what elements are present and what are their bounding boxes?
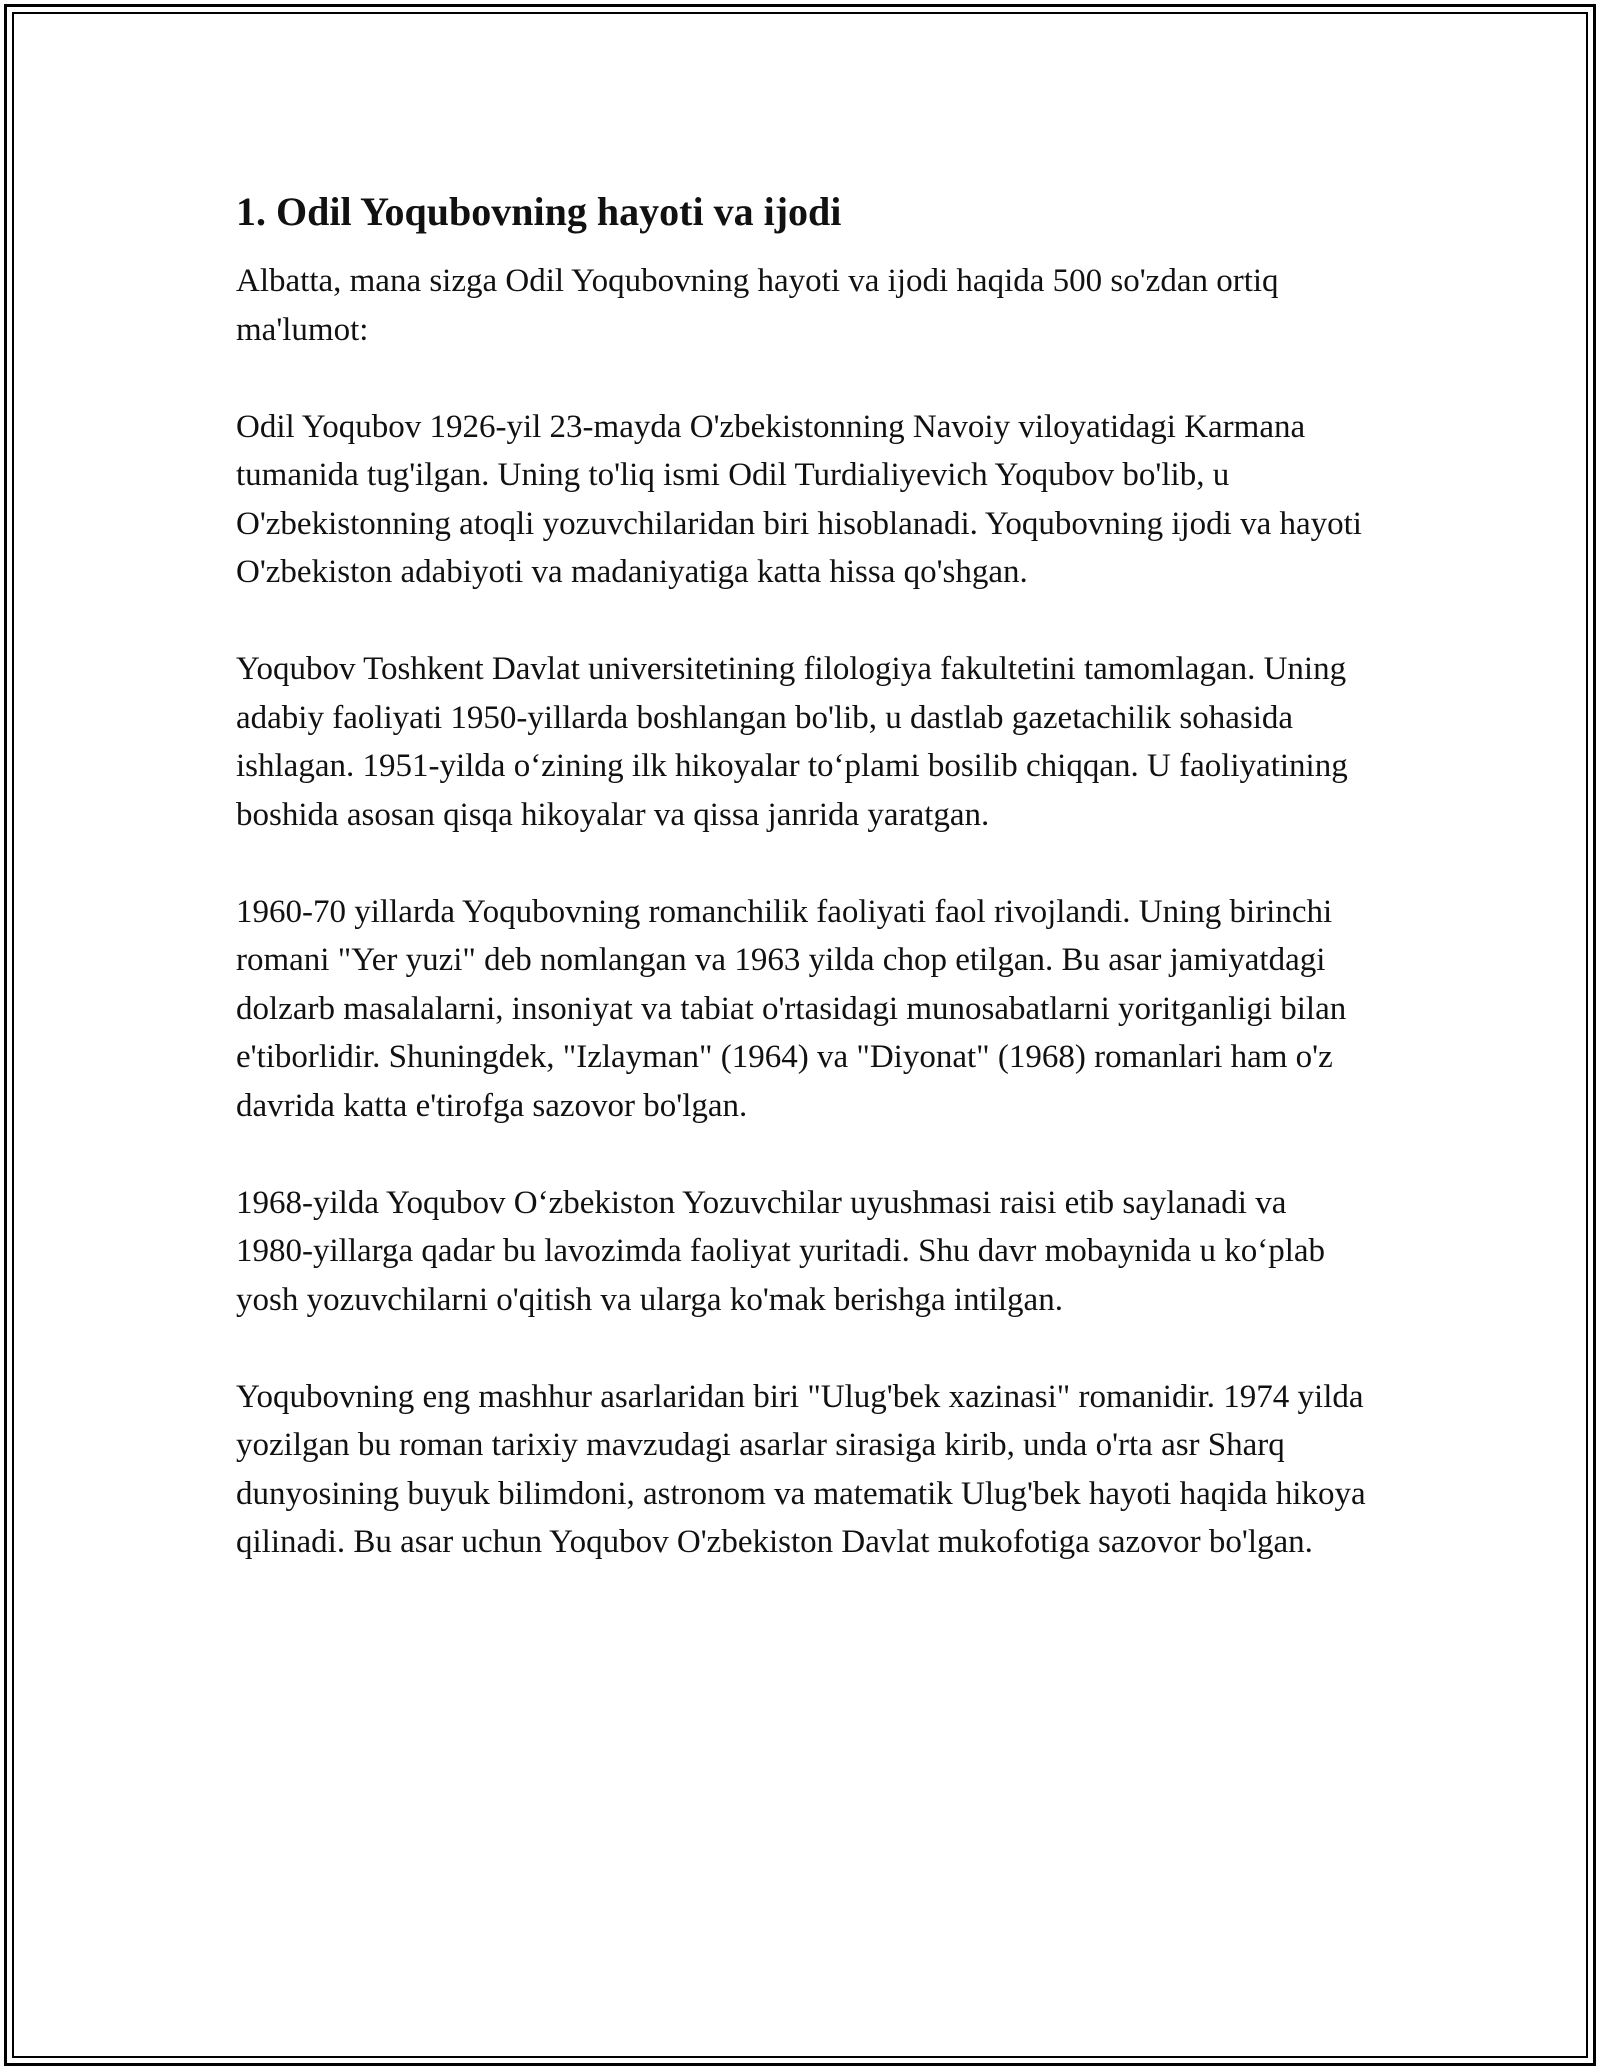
union-paragraph: 1968-yilda Yoqubov O‘zbekiston Yozuvchilar uyushmasi raisi etib saylanadi va 1980-yillarga qadar bu lavozimda faoliyat yuritadi. Shu davr mobaynida u ko‘plab yosh yozuvchilarni o'qitish va ularga ko'mak berishga intilgan. — [236, 1184, 1326, 1318]
ulugbek-paragraph: Yoqubovning eng mashhur asarlaridan biri "Ulug'bek xazinasi" romanidir. 1974 yilda yozilgan bu roman tarixiy mavzudagi asarlar sirasiga kirib, unda o'rta asr Sharq dunyosining buyuk bilimdoni, astronom va matematik Ulug'bek hayoti haqida hikoya qilinadi. Bu asar uchun Yoqubov O'zbekiston Davlat mukofotiga sazovor bo'lgan. — [236, 1378, 1366, 1560]
document-title: 1. Odil Yoqubovning hayoti va ijodi — [236, 189, 842, 234]
document-body — [236, 186, 1366, 1615]
intro-paragraph: Albatta, mana sizga Odil Yoqubovning hayoti va ijodi haqida 500 so'zdan ortiq ma'lumot: — [236, 263, 1279, 348]
novels-paragraph: 1960-70 yillarda Yoqubovning romanchilik faoliyati faol rivojlandi. Uning birinchi romani "Yer yuzi" deb nomlangan va 1963 yilda chop etilgan. Bu asar jamiyatdagi dolzarb masalalarni, insoniyat va tabiat o'rtasidagi munosabatlarni yoritganligi bilan e'tiborlidir. Shuningdek, "Izlayman" (1964) va "Diyonat" (1968) romanlari ham o'z davrida katta e'tirofga sazovor bo'lgan. — [236, 893, 1347, 1124]
biography-paragraph: Odil Yoqubov 1926-yil 23-mayda O'zbekistonning Navoiy viloyatidagi Karmana tumanida tug'ilgan. Uning to'liq ismi Odil Turdialiyevich Yoqubov bo'lib, u O'zbekistonning atoqli yozuvchilaridan biri hisoblanadi. Yoqubovning ijodi va hayoti O'zbekiston adabiyoti va madaniyatiga katta hissa qo'shgan. — [236, 408, 1362, 590]
education-paragraph: Yoqubov Toshkent Davlat universitetining filologiya fakultetini tamomlagan. Uning adabiy faoliyati 1950-yillarda boshlangan bo'lib, u dastlab gazetachilik sohasida ishlagan. 1951-yilda o‘zining ilk hikoyalar to‘plami bosilib chiqqan. U faoliyatining boshida asosan qisqa hikoyalar va qissa janrida yaratgan. — [236, 651, 1348, 833]
